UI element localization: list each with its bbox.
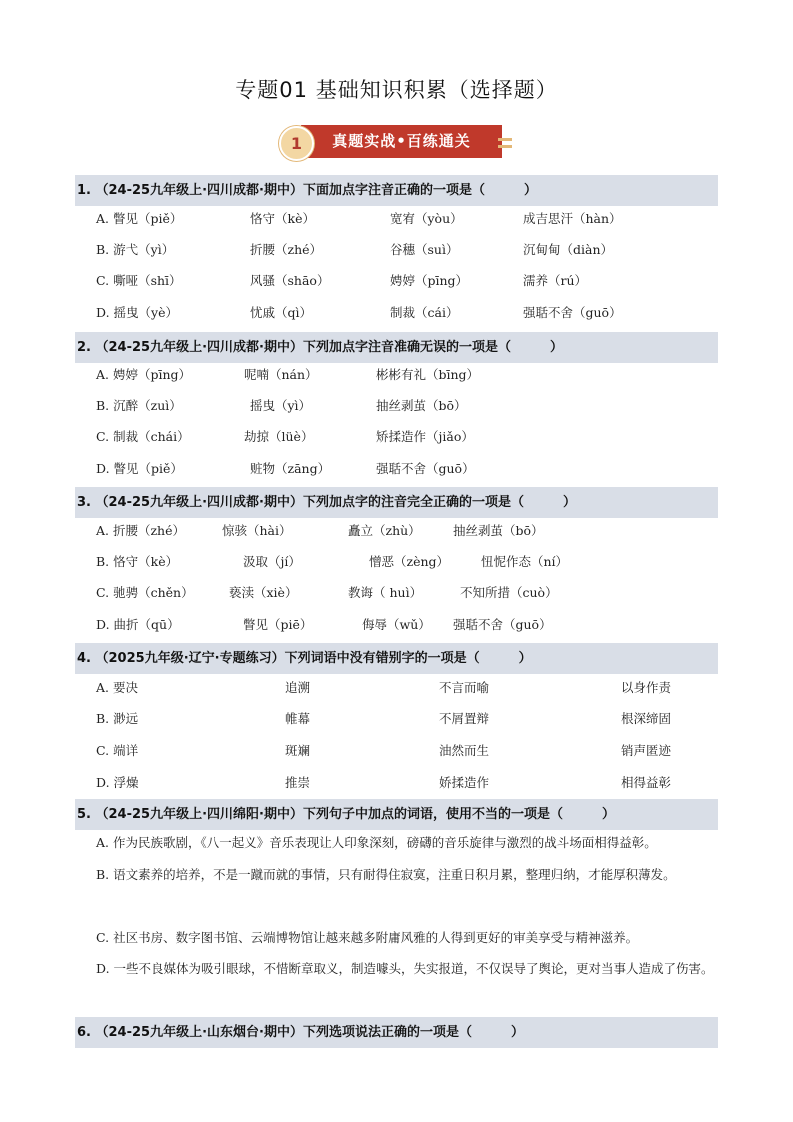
option-cell: C. 制裁（chái） — [96, 429, 190, 444]
option-cell: 以身作责 — [621, 680, 672, 695]
option-cell: 根深缔固 — [621, 711, 672, 726]
question-header-2: 2. （24-25九年级上·四川成都·期中）下列加点字注音准确无误的一项是（ ） — [75, 332, 718, 363]
option-cell: 惊骇（hài） — [222, 523, 292, 538]
option-cell: A. 瞥见（piě） — [96, 211, 183, 226]
option-cell: 不知所措（cuò） — [460, 585, 558, 600]
option-cell: 瞥见（piē） — [243, 617, 313, 632]
option-cell: 矗立（zhù） — [348, 523, 421, 538]
option-cell: 油然而生 — [439, 743, 490, 758]
option-cell: 汲取（jí） — [243, 554, 301, 569]
option-cell: 亵渎（xiè） — [229, 585, 298, 600]
section-number-badge: 1 — [279, 126, 314, 161]
option-cell: 摇曳（yì） — [250, 398, 312, 413]
option-cell: 相得益彰 — [621, 775, 672, 790]
option-cell: 追溯 — [285, 680, 311, 695]
option-cell: 濡养（rú） — [523, 273, 588, 288]
option-cell: 强聒不舍（guō） — [376, 461, 475, 476]
option-cell: 矫揉造作（jiǎo） — [376, 429, 474, 444]
option-cell: 销声匿迹 — [621, 743, 672, 758]
option-cell: B. 游弋（yì） — [96, 242, 175, 257]
option-cell: 强聒不舍（guō） — [523, 305, 622, 320]
option-cell: 彬彬有礼（bīng） — [376, 367, 480, 382]
option-cell: 不屑置辩 — [439, 711, 490, 726]
option-cell: C. 嘶哑（shī） — [96, 273, 182, 288]
question-header-6: 6. （24-25九年级上·山东烟台·期中）下列选项说法正确的一项是（ ） — [75, 1017, 718, 1048]
option-cell: 呢喃（nán） — [244, 367, 318, 382]
option-cell: 赃物（zāng） — [250, 461, 331, 476]
option-cell: 谷穗（suì） — [390, 242, 459, 257]
option-cell: 忸怩作态（ní） — [481, 554, 569, 569]
option-cell: 娇揉造作 — [439, 775, 490, 790]
option-cell: C. 驰骋（chěn） — [96, 585, 194, 600]
option-paragraph-5c: C. 社区书房、数字图书馆、云端博物馆让越来越多附庸风雅的人得到更好的审美享受与精神滋养。 — [96, 930, 639, 945]
question-header-5: 5. （24-25九年级上·四川绵阳·期中）下列句子中加点的词语，使用不当的一项是（ ） — [75, 799, 718, 830]
option-cell: D. 曲折（qū） — [96, 617, 180, 632]
option-cell: 宽宥（yòu） — [390, 211, 463, 226]
option-cell: A. 折腰（zhé） — [96, 523, 186, 538]
banner-deco-line — [498, 145, 512, 148]
banner-deco-line — [498, 138, 512, 141]
option-cell: D. 浮燥 — [96, 775, 139, 790]
option-cell: B. 恪守（kè） — [96, 554, 179, 569]
option-cell: 劫掠（lüè） — [244, 429, 314, 444]
option-cell: D. 瞥见（piě） — [96, 461, 183, 476]
option-cell: B. 渺远 — [96, 711, 139, 726]
option-paragraph-5b: B. 语文素养的培养，不是一蹴而就的事情，只有耐得住寂寞，注重日积月累，整理归纳，才能厚积薄发。 — [96, 867, 676, 882]
option-cell: 教诲（ huì） — [348, 585, 423, 600]
option-cell: 强聒不舍（guō） — [453, 617, 552, 632]
option-cell: 娉婷（pīng） — [390, 273, 469, 288]
option-cell: 帷幕 — [285, 711, 311, 726]
option-cell: 侮辱（wǔ） — [362, 617, 431, 632]
option-paragraph-5a: A. 作为民族歌剧，《八一起义》音乐表现让人印象深刻，磅礴的音乐旋律与激烈的战斗场面相得益彰。 — [96, 835, 657, 850]
option-cell: D. 摇曳（yè） — [96, 305, 178, 320]
option-cell: 风骚（shāo） — [250, 273, 330, 288]
option-cell: 折腰（zhé） — [250, 242, 323, 257]
option-cell: 沉甸甸（diàn） — [523, 242, 614, 257]
question-header-3: 3. （24-25九年级上·四川成都·期中）下列加点字的注音完全正确的一项是（ ） — [75, 487, 718, 518]
option-cell: 推崇 — [285, 775, 311, 790]
option-cell: 憎恶（zèng） — [369, 554, 450, 569]
option-cell: 制裁（cái） — [390, 305, 459, 320]
option-cell: 忧戚（qì） — [250, 305, 312, 320]
option-cell: 恪守（kè） — [250, 211, 315, 226]
section-banner-label: 真题实战•百练通关 — [301, 125, 502, 158]
option-cell: A. 要决 — [96, 680, 138, 695]
option-cell: 抽丝剥茧（bō） — [376, 398, 467, 413]
option-cell: A. 娉婷（pīng） — [96, 367, 192, 382]
option-cell: 不言而喻 — [439, 680, 490, 695]
option-cell: 斑斓 — [285, 743, 311, 758]
option-cell: C. 端详 — [96, 743, 139, 758]
option-cell: 抽丝剥茧（bō） — [453, 523, 544, 538]
option-paragraph-5d: D. 一些不良媒体为吸引眼球，不惜断章取义，制造噱头，失实报道，不仅误导了舆论，更对当事人造成了伤害。 — [96, 961, 714, 976]
option-cell: B. 沉醉（zuì） — [96, 398, 182, 413]
section-banner — [279, 123, 515, 161]
question-header-4: 4. （2025九年级·辽宁·专题练习）下列词语中没有错别字的一项是（ ） — [75, 643, 718, 674]
question-header-1: 1. （24-25九年级上·四川成都·期中）下面加点字注音正确的一项是（ ） — [75, 175, 718, 206]
page-title: 专题01 基础知识积累（选择题） — [235, 78, 558, 102]
option-cell: 成吉思汗（hàn） — [523, 211, 622, 226]
